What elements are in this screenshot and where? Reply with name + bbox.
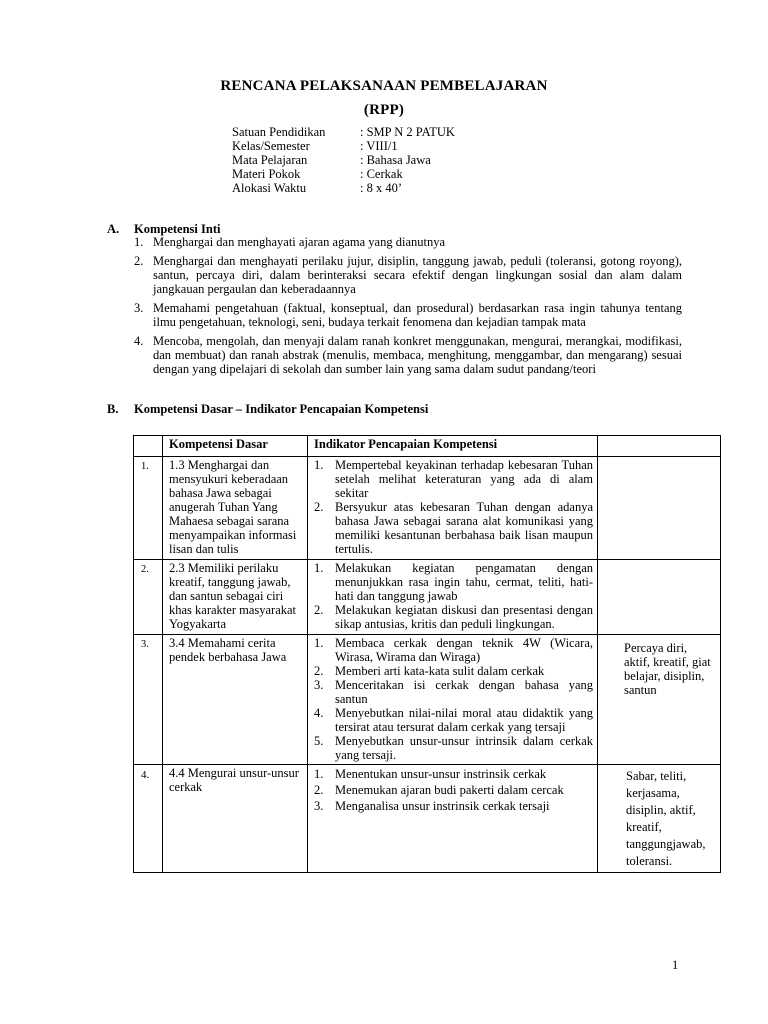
list-text: Mencoba, mengolah, dan menyaji dalam ranah konkret menggunakan, mengurai, merangkai, modifikasi, dan membuat) dan ranah abstrak (menulis, membaca, menghitung, menggambar, dan mengarang) sesuai dengan yang dipelajari di sekolah dan sumber lain yang sama dalam sudut pandang/teori (153, 334, 682, 376)
indicator-text: Mempertebal keyakinan terhadap kebesaran Tuhan setelah melihat keteraturan yang ada di alam sekitar (335, 458, 593, 500)
table-row (134, 560, 721, 635)
kd-cell: 3.4 Memahami cerita pendek berbahasa Jawa (163, 635, 308, 765)
row-number: 3. (134, 635, 163, 765)
table-row (134, 635, 721, 765)
values-cell (598, 560, 721, 635)
header-cell-values (598, 436, 721, 457)
indicator-text: Memberi arti kata-kata sulit dalam cerkak (335, 664, 545, 678)
meta-value: : Bahasa Jawa (360, 153, 431, 167)
indicator-item (314, 458, 593, 500)
list-number: 1. (134, 235, 144, 249)
indicator-item (314, 636, 593, 664)
kd-cell: 2.3 Memiliki perilaku kreatif, tanggung jawab, dan santun sebagai ciri khas karakter masyarakat Yogyakarta (163, 560, 308, 635)
table-row (134, 765, 721, 873)
section-title: Kompetensi Dasar – Indikator Pencapaian Kompetensi (134, 402, 429, 416)
indicator-cell (308, 765, 598, 873)
identity-block (232, 125, 455, 195)
meta-label: Kelas/Semester (232, 139, 310, 153)
header-cell-kd: Kompetensi Dasar (163, 436, 308, 457)
list-text: Memahami pengetahuan (faktual, konseptual, dan prosedural) berdasarkan rasa ingin tahunya tentang ilmu pengetahuan, teknologi, seni, budaya terkait fenomena dan kejadian tampak mata (153, 301, 682, 329)
meta-row (232, 153, 455, 167)
meta-label: Mata Pelajaran (232, 153, 308, 167)
section-a-heading (107, 222, 220, 236)
row-number: 2. (134, 560, 163, 635)
kompetensi-inti-list (134, 235, 682, 381)
list-item (134, 301, 682, 329)
meta-row (232, 125, 455, 139)
page-number: 1 (672, 958, 679, 972)
indicator-number: 1. (314, 636, 324, 650)
indicator-number: 5. (314, 734, 324, 748)
list-number: 3. (134, 301, 144, 315)
indicator-number: 1. (314, 767, 324, 781)
values-cell: Percaya diri, aktif, kreatif, giat belajar, disiplin, santun (598, 635, 721, 765)
section-b-heading (107, 402, 428, 416)
indicator-number: 3. (314, 678, 324, 692)
indicator-cell (308, 560, 598, 635)
list-item (134, 235, 682, 249)
indicator-text: Bersyukur atas kebesaran Tuhan dengan adanya bahasa Jawa sebagai sarana alat komunikasi yang memiliki kesantunan berbahasa baik lisan maupun tertulis. (335, 500, 593, 556)
indicator-text: Menyebutkan nilai-nilai moral atau didaktik yang tersirat atau tersurat dalam cerkak yang tersaji (335, 706, 593, 734)
table-header-row (134, 436, 721, 457)
meta-label: Materi Pokok (232, 167, 301, 181)
indicator-number: 1. (314, 458, 324, 472)
indicator-item (314, 500, 593, 556)
indicator-number: 2. (314, 783, 324, 797)
meta-value: : VIII/1 (360, 139, 398, 153)
indicator-number: 2. (314, 500, 324, 514)
indicator-number: 3. (314, 799, 324, 813)
meta-label: Alokasi Waktu (232, 181, 307, 195)
section-title: Kompetensi Inti (134, 222, 221, 236)
indicator-item (314, 678, 593, 706)
meta-row (232, 181, 455, 195)
indicator-text: Menganalisa unsur instrinsik cerkak tersaji (335, 799, 550, 813)
meta-row (232, 139, 455, 153)
row-number: 4. (134, 765, 163, 873)
section-letter: B. (107, 402, 119, 416)
kd-cell: 4.4 Mengurai unsur-unsur cerkak (163, 765, 308, 873)
list-number: 2. (134, 254, 144, 268)
indicator-item (314, 798, 593, 814)
kd-cell: 1.3 Menghargai dan mensyukuri keberadaan bahasa Jawa sebagai anugerah Tuhan Yang Mahaesa sebagai sarana menyampaikan informasi lisan dan tulis (163, 457, 308, 560)
indicator-text: Menemukan ajaran budi pakerti dalam cercak (335, 783, 564, 797)
document-title: RENCANA PELAKSANAAN PEMBELAJARAN (220, 78, 548, 94)
values-cell (598, 457, 721, 560)
header-cell-number (134, 436, 163, 457)
values-cell: Sabar, teliti, kerjasama, disiplin, aktif, kreatif, tanggungjawab, toleransi. (598, 765, 721, 873)
indicator-item (314, 561, 593, 603)
list-text: Menghargai dan menghayati perilaku jujur, disiplin, tanggung jawab, peduli (toleransi, gotong royong), santun, percaya diri, dalam berinteraksi secara efektif dengan lingkungan sosial dan alam dalam jangkauan pergaulan dan keberadaannya (153, 254, 682, 296)
indicator-item (314, 782, 593, 798)
header-cell-indicator: Indikator Pencapaian Kompetensi (308, 436, 598, 457)
document-subtitle: (RPP) (363, 102, 405, 118)
indicator-text: Membaca cerkak dengan teknik 4W (Wicara, Wirasa, Wirama dan Wiraga) (335, 636, 593, 664)
indicator-cell (308, 457, 598, 560)
indicator-item (314, 734, 593, 762)
competency-table (133, 435, 721, 873)
table-row (134, 457, 721, 560)
indicator-item (314, 664, 593, 678)
indicator-cell (308, 635, 598, 765)
meta-value: : 8 x 40’ (360, 181, 403, 195)
indicator-number: 2. (314, 664, 324, 678)
indicator-number: 2. (314, 603, 324, 617)
indicator-text: Menyebutkan unsur-unsur intrinsik dalam cerkak yang tersaji. (335, 734, 593, 762)
indicator-number: 1. (314, 561, 324, 575)
list-item (134, 254, 682, 296)
list-number: 4. (134, 334, 144, 348)
meta-label: Satuan Pendidikan (232, 125, 326, 139)
list-text: Menghargai dan menghayati ajaran agama yang dianutnya (153, 235, 446, 249)
row-number: 1. (134, 457, 163, 560)
indicator-number: 4. (314, 706, 324, 720)
indicator-text: Melakukan kegiatan diskusi dan presentasi dengan sikap antusias, kritis dan peduli lingkungan. (335, 603, 593, 631)
indicator-text: Menceritakan isi cerkak dengan bahasa yang santun (335, 678, 593, 706)
meta-value: : SMP N 2 PATUK (360, 125, 455, 139)
indicator-item (314, 706, 593, 734)
list-item (134, 334, 682, 376)
indicator-text: Melakukan kegiatan pengamatan dengan menunjukkan rasa ingin tahu, cermat, teliti, hati- hati dan tanggung jawab (335, 561, 593, 603)
meta-value: : Cerkak (360, 167, 403, 181)
indicator-text: Menentukan unsur-unsur instrinsik cerkak (335, 767, 547, 781)
indicator-item (314, 603, 593, 631)
section-letter: A. (107, 222, 120, 236)
meta-row (232, 167, 455, 181)
indicator-item (314, 766, 593, 782)
